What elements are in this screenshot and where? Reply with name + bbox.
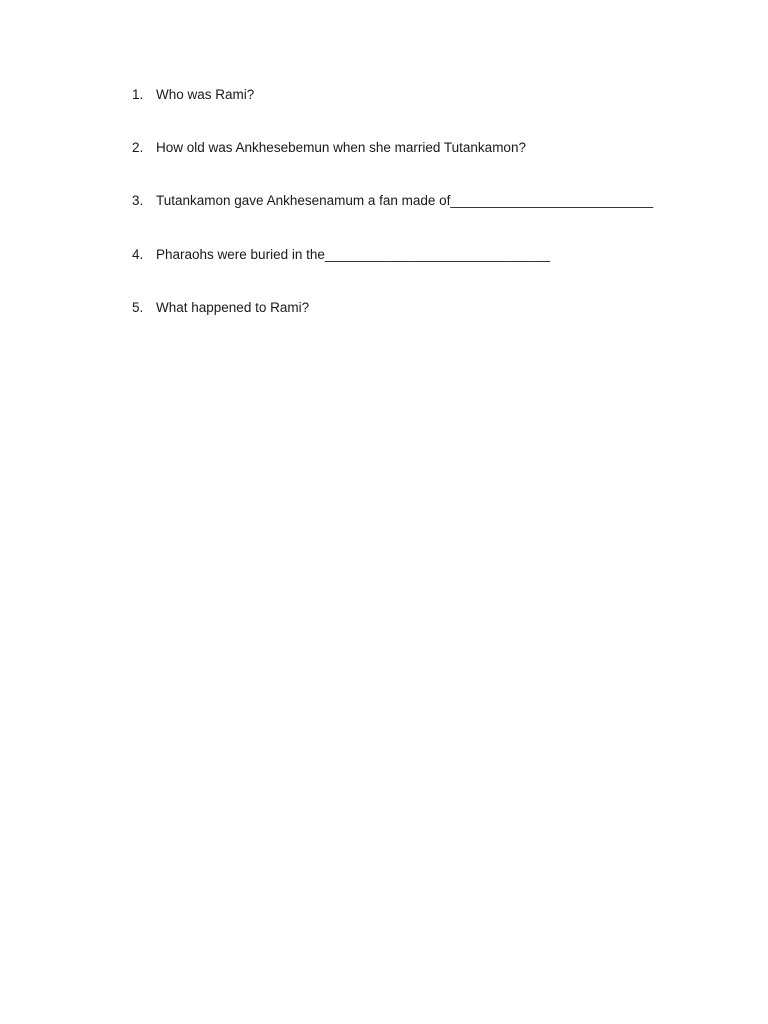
question-item	[0, 191, 768, 211]
question-text: What happened to Rami?	[156, 300, 310, 315]
question-number: 5.	[132, 300, 144, 315]
question-item	[0, 298, 768, 318]
question-text: Who was Rami?	[156, 87, 255, 102]
question-text: Tutankamon gave Ankhesenamum a fan made of___________________________	[156, 193, 654, 208]
question-number: 1.	[132, 87, 144, 102]
question-item	[0, 138, 768, 158]
question-item	[0, 85, 768, 105]
question-number: 4.	[132, 247, 144, 262]
question-text: Pharaohs were buried in the______________________________	[156, 247, 551, 262]
question-number: 2.	[132, 140, 144, 155]
question-item	[0, 245, 768, 265]
question-number: 3.	[132, 193, 144, 208]
question-text: How old was Ankhesebemun when she married Tutankamon?	[156, 140, 526, 155]
